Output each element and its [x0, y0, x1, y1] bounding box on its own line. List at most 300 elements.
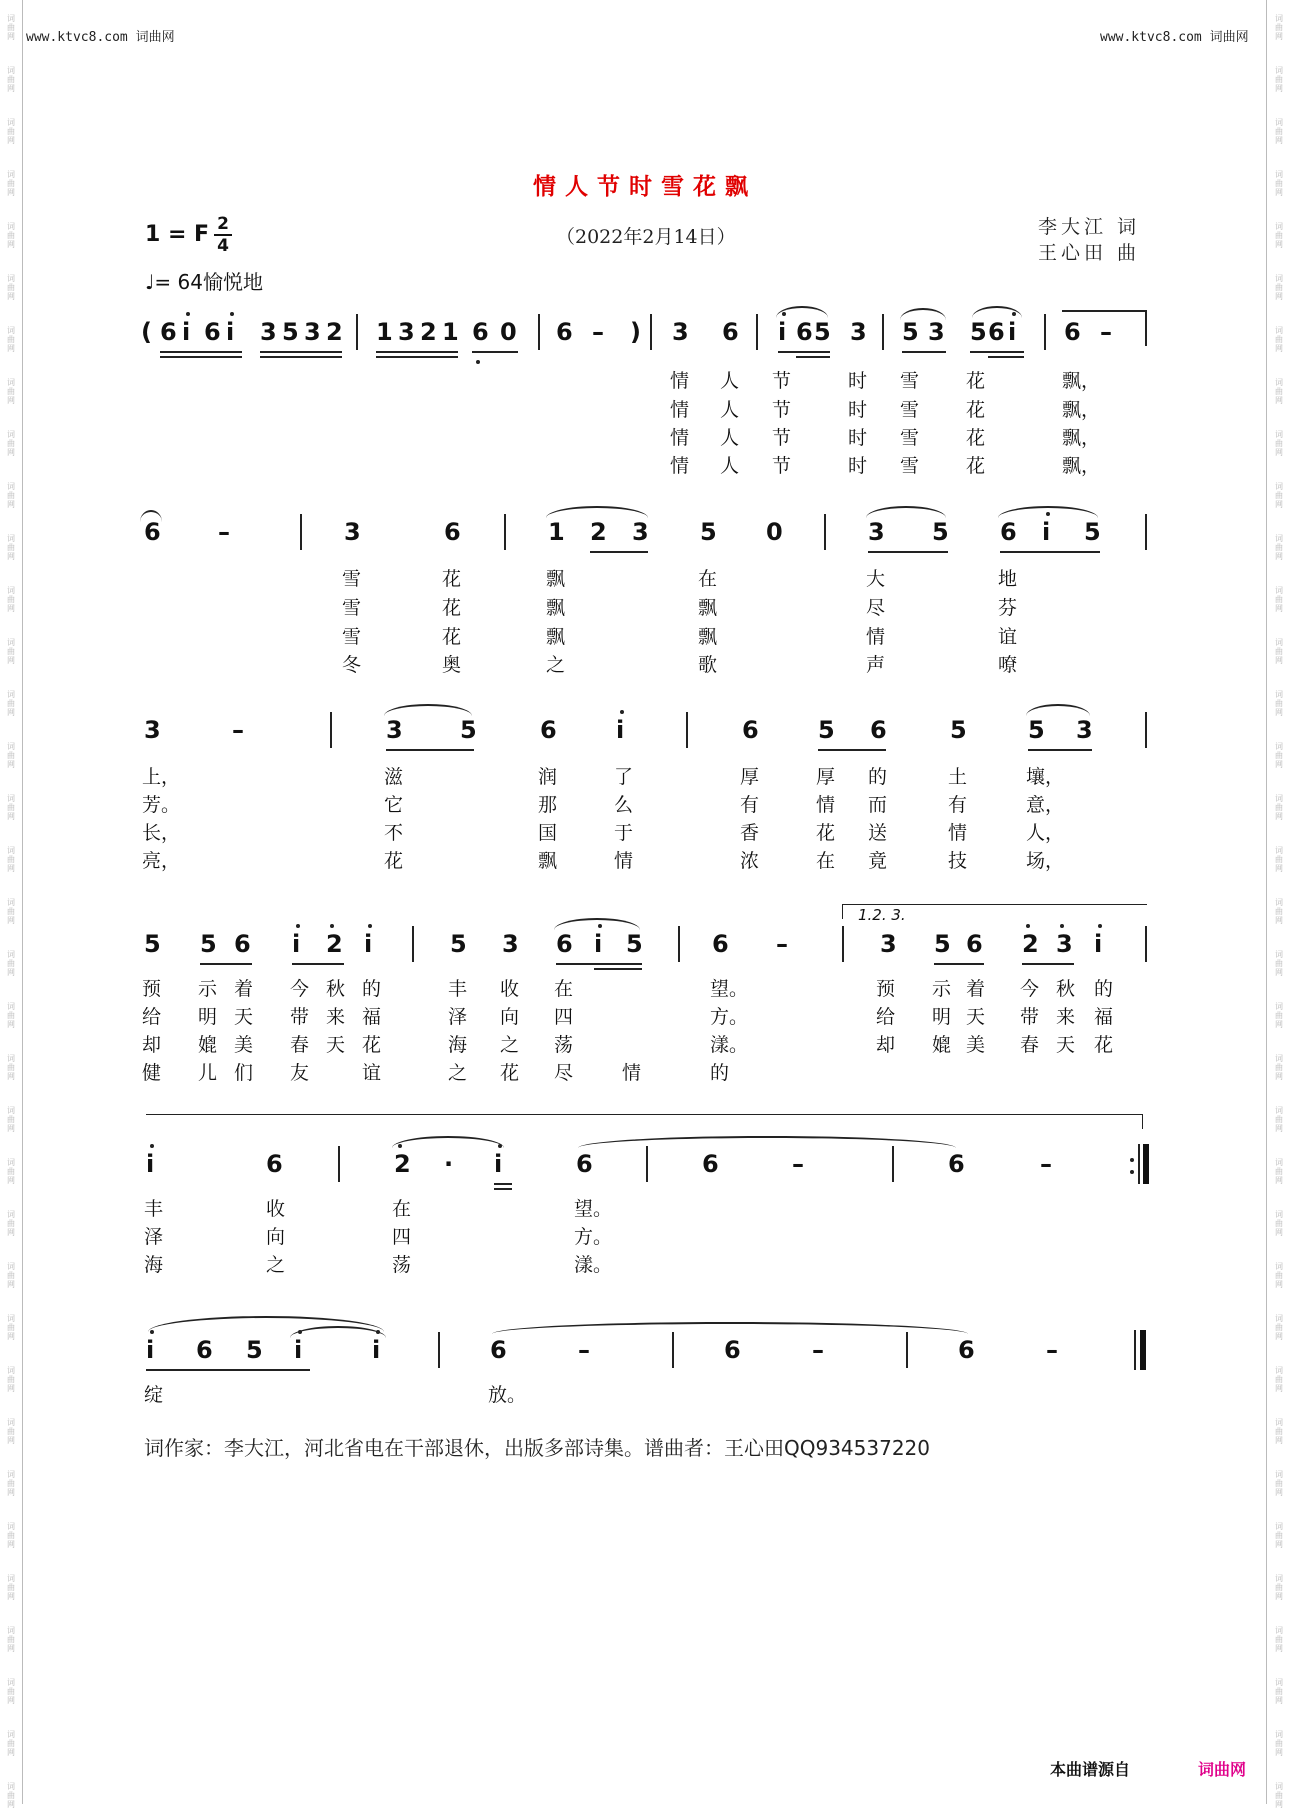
right-margin-line	[1266, 0, 1267, 1804]
note: 2	[326, 930, 343, 958]
barline	[882, 314, 884, 350]
note: 6	[966, 930, 983, 958]
underline-eighth	[556, 963, 642, 965]
note: 2	[420, 318, 437, 346]
watermark-glyph: 词 曲 网	[7, 222, 15, 249]
watermark-glyph: 词 曲 网	[1275, 326, 1283, 353]
song-title: 情人节时雪花飘	[533, 174, 757, 200]
dash: –	[1100, 318, 1112, 346]
watermark-glyph: 词 曲 网	[1275, 1574, 1283, 1601]
lyric: 之	[448, 1062, 468, 1084]
lyric: 漾。	[710, 1034, 749, 1056]
lyric: 飘，	[1062, 370, 1101, 392]
lyric: 节	[772, 455, 792, 477]
note: 6	[712, 930, 729, 958]
watermark-glyph: 词 曲 网	[7, 326, 15, 353]
lyric: 于	[614, 822, 634, 844]
underline-eighth	[376, 351, 458, 353]
watermark-glyph: 词 曲 网	[1275, 898, 1283, 925]
site-url-left: www.ktvc8.com 词曲网	[26, 30, 175, 45]
lyric: 美	[234, 1034, 254, 1056]
note: i	[146, 1150, 155, 1178]
high-octave-dot	[598, 924, 602, 928]
lyric: 雪	[342, 568, 362, 590]
watermark-glyph: 词 曲 网	[7, 534, 15, 561]
lyric: 望。	[710, 978, 749, 1000]
note: 6	[266, 1150, 283, 1178]
lyric: 方。	[574, 1226, 613, 1248]
note: 6	[1064, 318, 1081, 346]
note: 6	[724, 1336, 741, 1364]
note: 6	[144, 518, 161, 546]
lyric: 示	[198, 978, 218, 1000]
note: i	[292, 930, 301, 958]
note: 6	[490, 1336, 507, 1364]
lyric: 花	[1094, 1034, 1114, 1056]
high-octave-dot	[296, 924, 300, 928]
note: 5	[200, 930, 217, 958]
underline-eighth	[160, 351, 242, 353]
underline-sixteenth	[494, 1188, 512, 1190]
high-octave-dot	[150, 1330, 154, 1334]
lyric: 飘	[546, 568, 566, 590]
note: 3	[850, 318, 867, 346]
note: i	[226, 318, 235, 346]
barline	[338, 1146, 340, 1182]
watermark-glyph: 词 曲 网	[7, 950, 15, 977]
note: 6	[576, 1150, 593, 1178]
lyric: 们	[234, 1062, 254, 1084]
lyric: 媲	[198, 1034, 218, 1056]
watermark-glyph: 词 曲 网	[1275, 170, 1283, 197]
lyric: 尽	[554, 1062, 574, 1084]
watermark-glyph: 词 曲 网	[7, 742, 15, 769]
note: 5	[902, 318, 919, 346]
lyric: 望。	[574, 1198, 613, 1220]
dash: –	[1040, 1150, 1052, 1178]
note: 6	[948, 1150, 965, 1178]
lyric: 飘，	[1062, 455, 1101, 477]
barline	[1145, 310, 1147, 346]
lyric: 香	[740, 822, 760, 844]
watermark-glyph: 词 曲 网	[1275, 118, 1283, 145]
watermark-glyph: 词 曲 网	[7, 846, 15, 873]
high-octave-dot	[330, 924, 334, 928]
lyric: 冬	[342, 654, 362, 676]
lyric: 时	[848, 427, 868, 449]
watermark-glyph: 词 曲 网	[7, 690, 15, 717]
watermark-glyph: 词 曲 网	[1275, 1522, 1283, 1549]
lyric: 雪	[900, 427, 920, 449]
underline-eighth	[1028, 749, 1092, 751]
underline-eighth	[1022, 963, 1074, 965]
note: 2	[1022, 930, 1039, 958]
lyric: 带	[1020, 1006, 1040, 1028]
watermark-glyph: 词 曲 网	[7, 1418, 15, 1445]
watermark-glyph: 词 曲 网	[1275, 378, 1283, 405]
note: 3	[868, 518, 885, 546]
watermark-glyph: 词 曲 网	[7, 378, 15, 405]
high-octave-dot	[230, 312, 234, 316]
watermark-glyph: 词 曲 网	[1275, 534, 1283, 561]
lyric: 不	[384, 822, 404, 844]
lyric: 绽	[144, 1384, 164, 1406]
dash: –	[792, 1150, 804, 1178]
lyric: 向	[266, 1226, 286, 1248]
lyric: 情	[622, 1062, 642, 1084]
watermark-glyph: 词 曲 网	[1275, 1678, 1283, 1705]
lyric: 春	[1020, 1034, 1040, 1056]
lyric: 却	[142, 1034, 162, 1056]
final-barline-thick	[1140, 1330, 1146, 1370]
lyric: 壤，	[1026, 766, 1065, 788]
barline	[538, 314, 540, 350]
note: 5	[246, 1336, 263, 1364]
dash: –	[776, 930, 788, 958]
watermark-glyph: 词 曲 网	[7, 170, 15, 197]
lyric: 雪	[900, 455, 920, 477]
barline	[678, 926, 680, 962]
watermark-glyph: 词 曲 网	[7, 1470, 15, 1497]
note: 3	[632, 518, 649, 546]
note: 6	[1000, 518, 1017, 546]
lyric: 向	[500, 1006, 520, 1028]
lyric: 时	[848, 455, 868, 477]
note: 5	[970, 318, 987, 346]
song-date: （2022年2月14日）	[556, 226, 736, 248]
underline-eighth	[590, 551, 648, 553]
lyric: 节	[772, 370, 792, 392]
note: 6	[870, 716, 887, 744]
barline	[412, 926, 414, 962]
lyric: 情	[948, 822, 968, 844]
watermark-glyph: 词 曲 网	[1275, 1054, 1283, 1081]
lyric: 情	[670, 427, 690, 449]
lyric: 健	[142, 1062, 162, 1084]
time-signature-bottom: 4	[217, 236, 229, 256]
lyric: 天	[326, 1034, 346, 1056]
watermark-glyph: 词 曲 网	[7, 430, 15, 457]
lyric: 雪	[900, 370, 920, 392]
slur	[546, 506, 648, 518]
high-octave-dot	[1098, 924, 1102, 928]
lyric: 漾。	[574, 1254, 613, 1276]
lyric: 的	[710, 1062, 730, 1084]
lyric: 花	[362, 1034, 382, 1056]
lyric: 芬	[998, 597, 1018, 619]
note: i	[146, 1336, 155, 1364]
lyric: 之	[500, 1034, 520, 1056]
lyric: 收	[266, 1198, 286, 1220]
watermark-glyph: 词 曲 网	[7, 638, 15, 665]
watermark-glyph: 词 曲 网	[7, 898, 15, 925]
lyric: 福	[362, 1006, 382, 1028]
underline-sixteenth	[376, 356, 458, 358]
note: 6	[204, 318, 221, 346]
barline	[300, 514, 302, 550]
lyric: 国	[538, 822, 558, 844]
lyric: 花	[966, 370, 986, 392]
lyric: 声	[866, 654, 886, 676]
watermark-glyph: 词 曲 网	[1275, 274, 1283, 301]
watermark-glyph: 词 曲 网	[7, 1782, 15, 1809]
lyric: 美	[966, 1034, 986, 1056]
underline-eighth	[472, 351, 518, 353]
watermark-glyph: 词 曲 网	[7, 794, 15, 821]
watermark-glyph: 词 曲 网	[7, 1366, 15, 1393]
underline-eighth	[494, 1183, 512, 1185]
barline	[330, 712, 332, 748]
barline	[646, 1146, 648, 1182]
watermark-glyph: 词 曲 网	[1275, 1210, 1283, 1237]
barline	[686, 712, 688, 748]
lyric: 送	[868, 822, 888, 844]
note: i	[364, 930, 373, 958]
barline	[756, 314, 758, 350]
lyric: 场，	[1026, 850, 1065, 872]
lyric: 雪	[342, 597, 362, 619]
source-site-link[interactable]: 词曲网	[1198, 1760, 1247, 1779]
note: 6	[702, 1150, 719, 1178]
note: i	[494, 1150, 503, 1178]
lyric: 秋	[326, 978, 346, 1000]
lyric: 竟	[868, 850, 888, 872]
lyric: 福	[1094, 1006, 1114, 1028]
lyric: 芳。	[142, 794, 181, 816]
tie-line	[1062, 310, 1146, 312]
lyric: 在	[392, 1198, 412, 1220]
watermark-glyph: 词 曲 网	[1275, 1418, 1283, 1445]
watermark-glyph: 词 曲 网	[1275, 846, 1283, 873]
watermark-glyph: 词 曲 网	[7, 1054, 15, 1081]
lyric: 四	[554, 1006, 574, 1028]
repeat-barline-thick	[1143, 1144, 1149, 1184]
dash: –	[578, 1336, 590, 1364]
lyric: 飘	[546, 597, 566, 619]
lyric: 示	[932, 978, 952, 1000]
note: i	[1042, 518, 1051, 546]
underline-sixteenth	[988, 356, 1024, 358]
note: 6	[722, 318, 739, 346]
note: 6	[234, 930, 251, 958]
note: i	[594, 930, 603, 958]
lyric: 情	[614, 850, 634, 872]
high-octave-dot	[186, 312, 190, 316]
lyric: 泽	[448, 1006, 468, 1028]
note: 2	[590, 518, 607, 546]
lyric: 么	[614, 794, 634, 816]
lyric: 厚	[740, 766, 760, 788]
lyric: 花	[816, 822, 836, 844]
watermark-glyph: 词 曲 网	[1275, 1626, 1283, 1653]
watermark-glyph: 词 曲 网	[1275, 66, 1283, 93]
lyric: 着	[966, 978, 986, 1000]
note: 5	[700, 518, 717, 546]
lyric: 的	[1094, 978, 1114, 1000]
volta-label: 1.2. 3.	[858, 906, 906, 924]
lyric: 嘹	[998, 654, 1018, 676]
watermark-glyph: 词 曲 网	[7, 586, 15, 613]
lyric: 花	[966, 427, 986, 449]
lyric: 预	[142, 978, 162, 1000]
watermark-glyph: 词 曲 网	[1275, 14, 1283, 41]
lyric: 雪	[900, 399, 920, 421]
watermark-glyph: 词 曲 网	[7, 1730, 15, 1757]
lyric: 时	[848, 370, 868, 392]
note: 5	[1084, 518, 1101, 546]
time-signature-top: 2	[217, 214, 229, 234]
watermark-glyph: 词 曲 网	[1275, 742, 1283, 769]
underline-eighth	[902, 351, 946, 353]
lyric: 秋	[1056, 978, 1076, 1000]
watermark-glyph: 词 曲 网	[1275, 794, 1283, 821]
underline-eighth	[970, 351, 1024, 353]
underline-eighth	[260, 351, 342, 353]
lyric: 飘	[698, 626, 718, 648]
watermark-glyph: 词 曲 网	[1275, 1366, 1283, 1393]
paren-open: (	[141, 318, 152, 346]
note: 6	[196, 1336, 213, 1364]
note: 5	[626, 930, 643, 958]
dash: –	[232, 716, 244, 744]
lyric: 着	[234, 978, 254, 1000]
note: 6	[742, 716, 759, 744]
lyric: 明	[932, 1006, 952, 1028]
note: 6	[472, 318, 489, 346]
lyric: 人	[720, 399, 740, 421]
note: 3	[928, 318, 945, 346]
note: 5	[450, 930, 467, 958]
lyric: 人	[720, 455, 740, 477]
high-octave-dot	[150, 1144, 154, 1148]
watermark-glyph: 词 曲 网	[1275, 638, 1283, 665]
lyric: 荡	[554, 1034, 574, 1056]
dash: –	[812, 1336, 824, 1364]
lyric: 意，	[1026, 794, 1065, 816]
lyric: 来	[1056, 1006, 1076, 1028]
watermark-glyph: 词 曲 网	[7, 1678, 15, 1705]
note: 3	[880, 930, 897, 958]
watermark-glyph: 词 曲 网	[1275, 1730, 1283, 1757]
lyric: 浓	[740, 850, 760, 872]
lyric: 花	[500, 1062, 520, 1084]
watermark-glyph: 词 曲 网	[1275, 482, 1283, 509]
barline	[438, 1332, 440, 1368]
barline	[650, 314, 652, 350]
note: 3	[1076, 716, 1093, 744]
watermark-glyph: 词 曲 网	[1275, 1106, 1283, 1133]
lyric: 长，	[142, 822, 181, 844]
lyric: 明	[198, 1006, 218, 1028]
watermark-glyph: 词 曲 网	[1275, 430, 1283, 457]
watermark-glyph: 词 曲 网	[1275, 1782, 1283, 1809]
lyric: 给	[142, 1006, 162, 1028]
note: i	[778, 318, 787, 346]
barline	[672, 1332, 674, 1368]
lyric: 奥	[442, 654, 462, 676]
barline	[906, 1332, 908, 1368]
high-octave-dot	[376, 1330, 380, 1334]
note: 1	[442, 318, 459, 346]
lyric: 的	[362, 978, 382, 1000]
lyric: 丰	[144, 1198, 164, 1220]
lyric: 情	[670, 399, 690, 421]
lyric: 却	[876, 1034, 896, 1056]
lyric: 友	[290, 1062, 310, 1084]
note: 3	[304, 318, 321, 346]
lyric: 那	[538, 794, 558, 816]
high-octave-dot	[782, 312, 786, 316]
watermark-glyph: 词 曲 网	[1275, 690, 1283, 717]
high-octave-dot	[1012, 312, 1016, 316]
tie	[578, 1136, 956, 1148]
lyric: 之	[266, 1254, 286, 1276]
lyric: 今	[290, 978, 310, 1000]
repeat-dot	[1130, 1158, 1134, 1162]
lyric: 情	[670, 370, 690, 392]
note: 5	[934, 930, 951, 958]
lyric: 的	[868, 766, 888, 788]
high-octave-dot	[1060, 924, 1064, 928]
slur	[384, 704, 472, 716]
lyric: 情	[670, 455, 690, 477]
lyric: 天	[1056, 1034, 1076, 1056]
lyric: 亮，	[142, 850, 181, 872]
note: 6	[160, 318, 177, 346]
lyric: 来	[326, 1006, 346, 1028]
lyric: 预	[876, 978, 896, 1000]
note: 2	[326, 318, 343, 346]
high-octave-dot	[398, 1144, 402, 1148]
underline-sixteenth	[260, 356, 342, 358]
underline-eighth	[386, 749, 474, 751]
barline	[1145, 926, 1147, 962]
watermark-glyph: 词 曲 网	[7, 482, 15, 509]
lyric: 雪	[342, 626, 362, 648]
slur	[554, 918, 640, 930]
note: 6	[556, 318, 573, 346]
lyric: 花	[442, 626, 462, 648]
note: 1	[548, 518, 565, 546]
underline-sixteenth	[160, 356, 242, 358]
repeat-barline-thin	[1138, 1144, 1140, 1184]
lyric: 技	[948, 850, 968, 872]
lyric: 有	[948, 794, 968, 816]
watermark-glyph: 词 曲 网	[7, 1314, 15, 1341]
watermark-glyph: 词 曲 网	[7, 1158, 15, 1185]
underline-eighth	[292, 963, 344, 965]
lyric: 在	[698, 568, 718, 590]
lyric: 之	[546, 654, 566, 676]
lyric: 花	[442, 568, 462, 590]
final-barline-thin	[1134, 1330, 1136, 1370]
left-margin-line	[22, 0, 23, 1804]
note: 6	[540, 716, 557, 744]
lyric: 情	[816, 794, 836, 816]
lyric: 给	[876, 1006, 896, 1028]
note: 3	[398, 318, 415, 346]
note: 6	[796, 318, 813, 346]
site-url-right: www.ktvc8.com 词曲网	[1100, 30, 1249, 45]
lyric: 在	[816, 850, 836, 872]
lyric: 收	[500, 978, 520, 1000]
underline-eighth	[778, 351, 830, 353]
watermark-glyph: 词 曲 网	[7, 1210, 15, 1237]
watermark-glyph: 词 曲 网	[1275, 222, 1283, 249]
watermark-glyph: 词 曲 网	[7, 1106, 15, 1133]
watermark-glyph: 词 曲 网	[7, 1522, 15, 1549]
repeat-dot	[1130, 1170, 1134, 1174]
